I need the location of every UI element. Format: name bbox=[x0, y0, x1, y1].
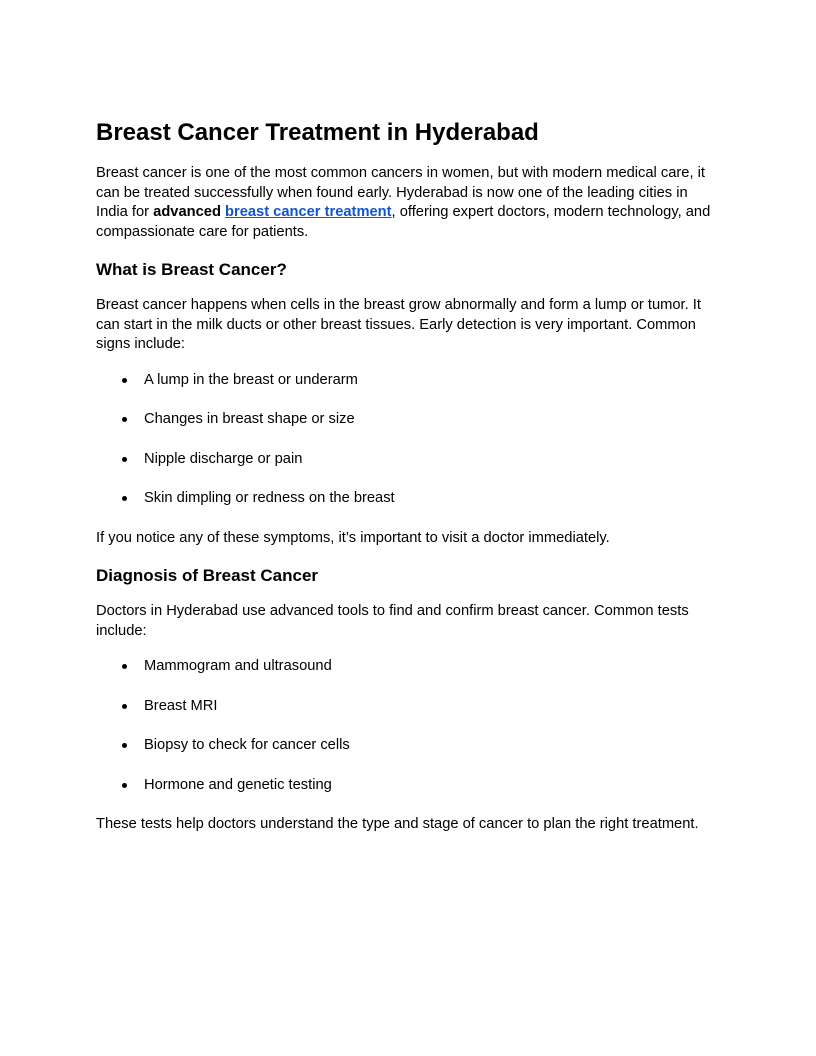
bullet-icon bbox=[122, 664, 127, 669]
bullet-icon bbox=[122, 417, 127, 422]
section-what-is-paragraph: Breast cancer happens when cells in the breast grow abnormally and form a lump or tumor. It can start in the milk ducts or other breast tissues. Early detection is very important. Common signs include: bbox=[96, 297, 701, 352]
section-heading-what-is-breast-cancer: What is Breast Cancer? bbox=[96, 260, 287, 279]
section-heading-diagnosis: Diagnosis of Breast Cancer bbox=[96, 566, 319, 585]
section-diagnosis-paragraph: Doctors in Hyderabad use advanced tools to find and confirm breast cancer. Common tests include: bbox=[96, 603, 689, 639]
list-item-label: Skin dimpling or redness on the breast bbox=[144, 490, 395, 506]
list-item-label: Changes in breast shape or size bbox=[144, 411, 355, 427]
list-item bbox=[96, 736, 720, 756]
bullet-icon bbox=[122, 783, 127, 788]
tests-list bbox=[96, 657, 720, 795]
list-item-label: Breast MRI bbox=[144, 697, 218, 714]
bullet-icon bbox=[122, 496, 127, 501]
list-item bbox=[96, 776, 720, 796]
intro-text-after: , offering expert doctors, modern technology, and compassionate care for patients. bbox=[96, 204, 711, 240]
bullet-icon bbox=[122, 704, 127, 709]
bullet-icon bbox=[122, 457, 127, 462]
bullet-icon bbox=[122, 378, 127, 383]
list-item bbox=[96, 410, 720, 430]
page-title: Breast Cancer Treatment in Hyderabad bbox=[96, 119, 539, 146]
list-item bbox=[96, 489, 720, 509]
breast-cancer-treatment-link[interactable]: breast cancer treatment bbox=[225, 204, 392, 220]
section-what-is-closing: If you notice any of these symptoms, it’s important to visit a doctor immediately. bbox=[96, 529, 610, 546]
list-item bbox=[96, 371, 720, 391]
list-item-label: Biopsy to check for cancer cells bbox=[144, 737, 350, 753]
list-item-label: A lump in the breast or underarm bbox=[144, 371, 358, 388]
list-item bbox=[96, 657, 720, 677]
intro-bold-text: advanced bbox=[153, 204, 225, 220]
intro-paragraph bbox=[96, 164, 720, 242]
section-diagnosis-closing: These tests help doctors understand the type and stage of cancer to plan the right treatment. bbox=[96, 816, 699, 832]
list-item-label: Mammogram and ultrasound bbox=[144, 658, 332, 674]
symptoms-list bbox=[96, 371, 720, 509]
list-item bbox=[96, 450, 720, 470]
bullet-icon bbox=[122, 743, 127, 748]
list-item-label: Hormone and genetic testing bbox=[144, 776, 332, 793]
intro-text-before: Breast cancer is one of the most common cancers in women, but with modern medical care, it can be treated successfully when found early. Hyderabad is now one of the leading cities in India for bbox=[96, 165, 705, 220]
list-item bbox=[96, 697, 720, 717]
list-item-label: Nipple discharge or pain bbox=[144, 450, 303, 467]
